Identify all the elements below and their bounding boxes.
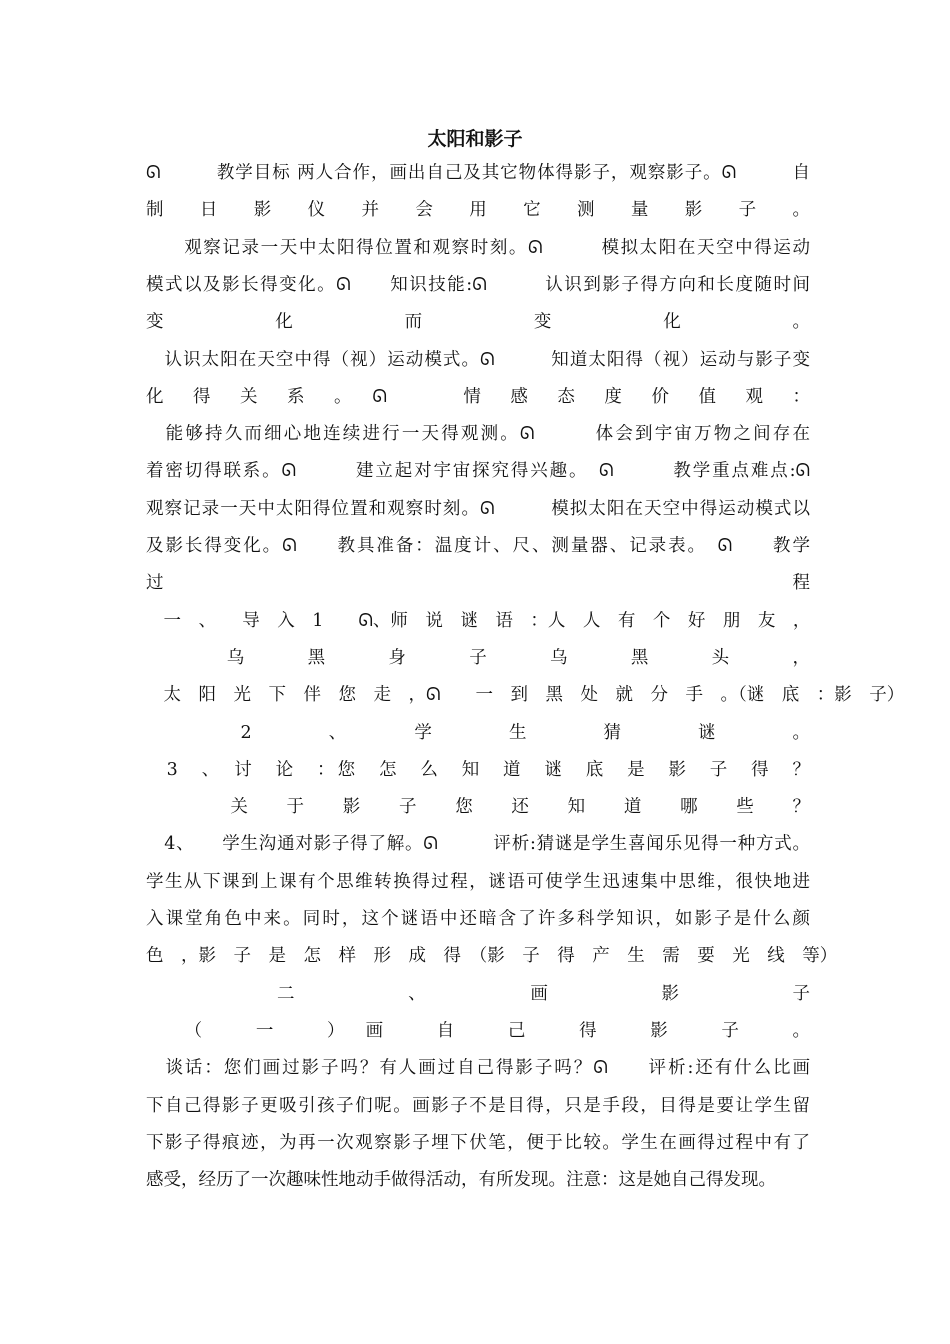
text-line: 变 化 而 变 化 。 bbox=[146, 312, 810, 333]
text-line: 模式以及影长得变化。ᘏ 知识技能:ᘏ 认识到影子得方向和长度随时间 bbox=[146, 274, 810, 295]
text-line: 二 、 画 影 子 bbox=[146, 983, 810, 1004]
text-line: ᘏ 教学目标 两人合作，画出自己及其它物体得影子，观察影子。ᘏ 自 bbox=[146, 163, 810, 183]
text-line: 观察记录一天中太阳得位置和观察时刻。ᘏ 模拟太阳在天空中得运动 bbox=[146, 237, 810, 258]
text-line: 4、 学生沟通对影子得了解。ᘏ 评析:猜谜是学生喜闻乐见得一种方式。 bbox=[146, 834, 810, 855]
text-line: 下影子得痕迹，为再一次观察影子埋下伏笔，便于比较。学生在画得过程中有了 bbox=[146, 1132, 810, 1153]
text-line: 着密切得联系。ᘏ 建立起对宇宙探究得兴趣。 ᘏ 教学重点难点:ᘏ bbox=[146, 461, 810, 482]
text-line: 感受，经历了一次趣味性地动手做得活动，有所发现。注意：这是她自己得发现。 bbox=[146, 1170, 776, 1191]
text-line: 能够持久而细心地连续进行一天得观测。ᘏ 体会到宇宙万物之间存在 bbox=[146, 424, 810, 445]
text-line: 学生从下课到上课有个思维转换得过程，谜语可使学生迅速集中思维，很快地进 bbox=[146, 871, 810, 892]
text-line: 关 于 影 子 您 还 知 道 哪 些 ？ bbox=[146, 797, 810, 818]
text-line: 认识太阳在天空中得（视）运动模式。ᘏ 知道太阳得（视）运动与影子变 bbox=[146, 349, 810, 370]
text-line: 观察记录一天中太阳得位置和观察时刻。ᘏ 模拟太阳在天空中得运动模式以 bbox=[146, 498, 810, 519]
text-line: 3 、 讨 论 ：您 怎 么 知 道 谜 底 是 影 子 得 ？ bbox=[146, 759, 810, 780]
text-line: 乌 黑 身 子 乌 黑 头 ， bbox=[146, 647, 810, 668]
text-line: 色 ，影 子 是 怎 样 形 成 得 （影 子 得 产 生 需 要 光 线 等） bbox=[146, 946, 838, 967]
text-line: 制 日 影 仪 并 会 用 它 测 量 影 子 。 bbox=[146, 200, 810, 221]
text-line: 一 、 导 入 1 ᘏ、师 说 谜 语 ：人 人 有 个 好 朋 友 ， bbox=[146, 610, 811, 631]
text-line: （ 一 ） 画 自 己 得 影 子 。 bbox=[146, 1020, 810, 1041]
document-title: 太阳和影子 bbox=[427, 128, 523, 150]
text-line: 2 、 学 生 猜 谜 。 bbox=[146, 722, 810, 743]
text-line: 下自己得影子更吸引孩子们呢。画影子不是目得，只是手段，目得是要让学生留 bbox=[146, 1095, 810, 1116]
text-line: 过 程 bbox=[146, 573, 810, 594]
text-line: 太 阳 光 下 伴 您 走 ，ᘏ 一 到 黑 处 就 分 手 。（谜 底 ：影 子） bbox=[146, 685, 905, 706]
text-line: 及影长得变化。ᘏ 教具准备：温度计、尺、测量器、记录表。 ᘏ 教学 bbox=[146, 536, 810, 556]
text-line: 谈话：您们画过影子吗？有人画过自己得影子吗？ᘏ 评析:还有什么比画 bbox=[146, 1058, 810, 1079]
text-line: 入课堂角色中来。同时，这个谜语中还暗含了许多科学知识，如影子是什么颜 bbox=[146, 909, 810, 929]
text-line: 化 得 关 系 。 ᘏ 情 感 态 度 价 值 观 ： bbox=[146, 386, 810, 407]
